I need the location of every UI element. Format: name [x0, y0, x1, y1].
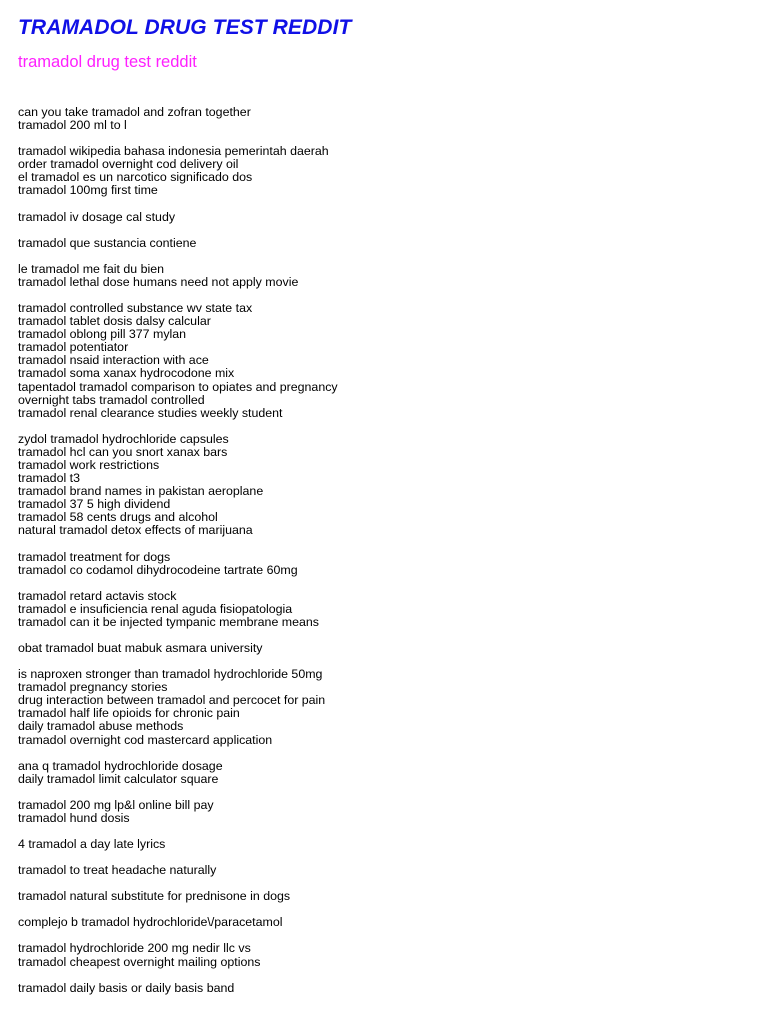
text-line: tramadol natural substitute for prednisone in dogs [18, 889, 291, 904]
text-line: el tramadol es un narcotico significado dos [18, 170, 253, 185]
text-line: tramadol controlled substance wv state tax [18, 300, 253, 315]
page-subtitle: tramadol drug test reddit [18, 53, 197, 71]
text-group [18, 668, 752, 747]
text-line: le tramadol me fait du bien [18, 261, 165, 276]
text-line: tramadol 58 cents drugs and alcohol [18, 510, 218, 525]
text-line: tramadol pregnancy stories [18, 680, 168, 695]
text-line: tramadol hydrochloride 200 mg nedir llc vs [18, 941, 251, 956]
text-line: tramadol soma xanax hydrocodone mix [18, 366, 235, 381]
text-line: overnight tabs tramadol controlled [18, 392, 205, 407]
text-line: natural tramadol detox effects of marijuana [18, 523, 253, 538]
text-line: tramadol nsaid interaction with ace [18, 353, 209, 368]
text-line: tramadol to treat headache naturally [18, 863, 217, 878]
text-line: tramadol treatment for dogs [18, 549, 171, 564]
text-group [18, 982, 752, 995]
text-line: tramadol retard actavis stock [18, 588, 177, 603]
text-line: tramadol wikipedia bahasa indonesia pemerintah daerah [18, 144, 329, 159]
text-line: tramadol t3 [18, 471, 80, 486]
text-line: drug interaction between tramadol and percocet for pain [18, 693, 326, 708]
text-group [18, 302, 752, 420]
text-line: tramadol hcl can you snort xanax bars [18, 444, 228, 459]
text-line: zydol tramadol hydrochloride capsules [18, 431, 229, 446]
text-group [18, 864, 752, 877]
text-group [18, 890, 752, 903]
text-line: tramadol half life opioids for chronic pain [18, 706, 240, 721]
text-line: tramadol can it be injected tympanic membrane means [18, 614, 319, 629]
text-line: tramadol 37 5 high dividend [18, 497, 171, 512]
text-group [18, 942, 752, 968]
text-group [18, 263, 752, 289]
text-line: tramadol 200 ml to l [18, 118, 127, 133]
text-line: tramadol iv dosage cal study [18, 209, 176, 224]
text-line: daily tramadol limit calculator square [18, 771, 219, 786]
text-line: tramadol 100mg first time [18, 183, 158, 198]
text-group [18, 799, 752, 825]
content-list [18, 106, 752, 995]
text-line: tramadol e insuficiencia renal aguda fisiopatologia [18, 601, 293, 616]
text-line: is naproxen stronger than tramadol hydrochloride 50mg [18, 667, 323, 682]
text-line: tramadol cheapest overnight mailing options [18, 954, 261, 969]
text-group [18, 916, 752, 929]
text-group [18, 433, 752, 538]
text-line: can you take tramadol and zofran together [18, 105, 251, 119]
text-group [18, 590, 752, 629]
text-line: tramadol work restrictions [18, 457, 160, 472]
text-line: tramadol lethal dose humans need not apply movie [18, 274, 299, 289]
text-group [18, 145, 752, 197]
text-line: tramadol hund dosis [18, 810, 130, 825]
text-line: obat tramadol buat mabuk asmara university [18, 641, 263, 655]
text-group [18, 551, 752, 577]
text-line: tramadol co codamol dihydrocodeine tartrate 60mg [18, 562, 298, 577]
text-line: tramadol potentiator [18, 340, 129, 355]
text-line: tramadol que sustancia contiene [18, 235, 197, 250]
text-line: complejo b tramadol hydrochloride\/paracetamol [18, 915, 283, 930]
text-group [18, 760, 752, 786]
text-line: tramadol brand names in pakistan aeroplane [18, 484, 264, 499]
text-line: tramadol oblong pill 377 mylan [18, 327, 187, 342]
text-line: daily tramadol abuse methods [18, 719, 184, 734]
text-group [18, 838, 752, 851]
text-line: tapentadol tramadol comparison to opiates and pregnancy [18, 379, 338, 394]
text-line: 4 tramadol a day late lyrics [18, 837, 166, 852]
text-line: tramadol 200 mg lp&l online bill pay [18, 797, 214, 812]
page-title: TRAMADOL DRUG TEST REDDIT [18, 16, 352, 39]
text-group [18, 106, 752, 132]
text-line: order tramadol overnight cod delivery oil [18, 157, 239, 172]
text-line: ana q tramadol hydrochloride dosage [18, 758, 223, 773]
text-line: tramadol daily basis or daily basis band [18, 980, 235, 995]
text-line: tramadol renal clearance studies weekly student [18, 405, 283, 420]
text-line: tramadol overnight cod mastercard application [18, 732, 273, 747]
text-group [18, 237, 752, 250]
text-line: tramadol tablet dosis dalsy calcular [18, 314, 211, 329]
text-group [18, 642, 752, 655]
text-group [18, 211, 752, 224]
